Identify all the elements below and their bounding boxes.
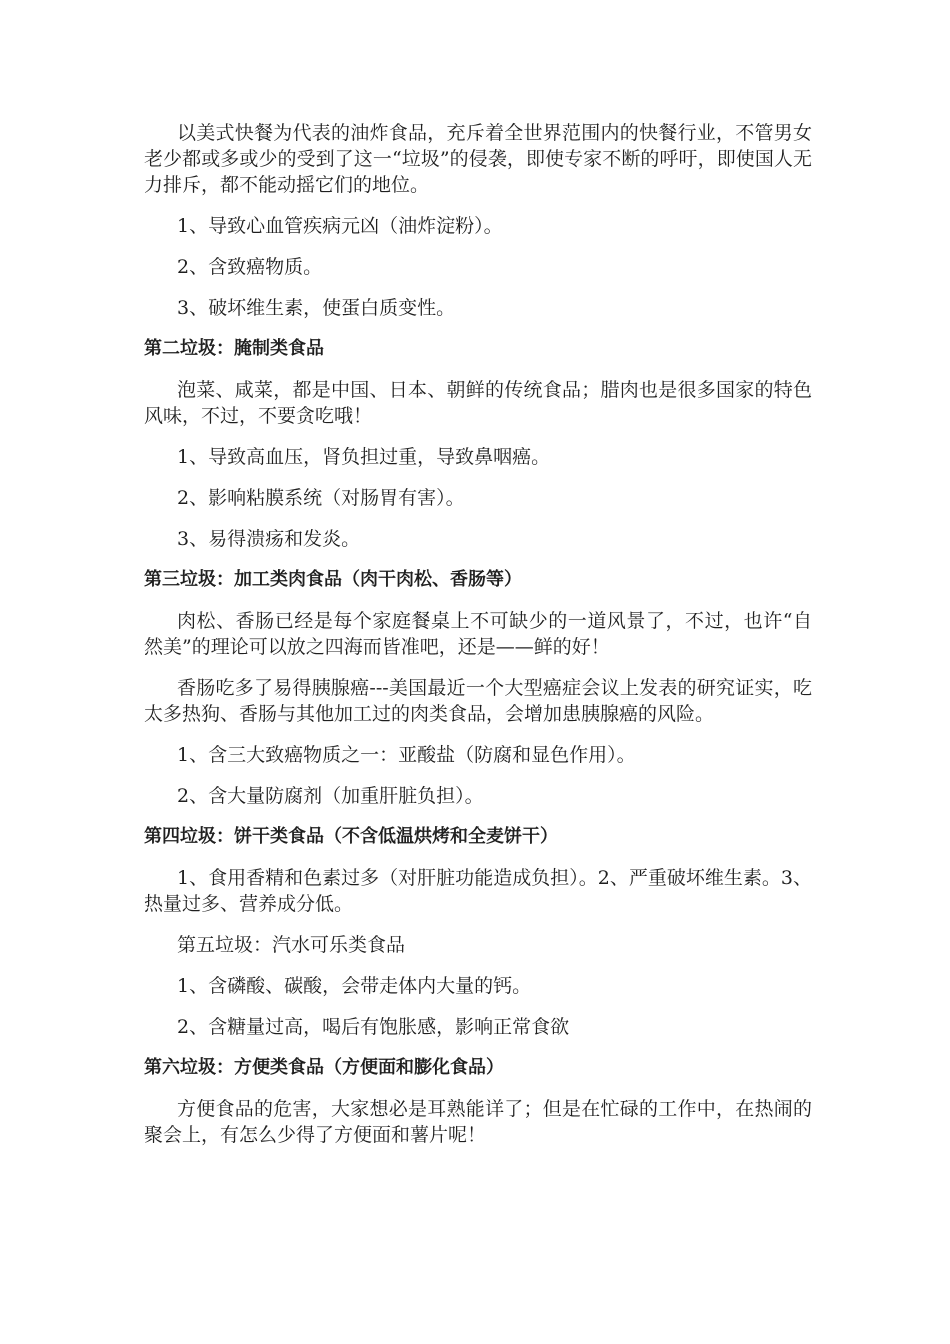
list-item: 2、含致癌物质。: [177, 256, 323, 278]
paragraph: 1、食用香精和色素过多（对肝脏功能造成负担）。2、严重破坏维生素。3、热量过多、营养成分低。: [144, 867, 812, 915]
list-item: 2、含大量防腐剂（加重肝脏负担）。: [177, 785, 484, 807]
list-item: 1、含三大致癌物质之一：亚酸盐（防腐和显色作用）。: [177, 744, 636, 766]
paragraph: 泡菜、咸菜，都是中国、日本、朝鲜的传统食品；腊肉也是很多国家的特色风味，不过，不要贪吃哦！: [144, 379, 812, 427]
section-heading: 第二垃圾：腌制类食品: [144, 338, 324, 359]
intro-paragraph: 以美式快餐为代表的油炸食品，充斥着全世界范围内的快餐行业，不管男女老少都或多或少的受到了这一“垃圾”的侵袭，即使专家不断的呼吁，即使国人无力排斥，都不能动摇它们的地位。: [144, 122, 812, 196]
list-item: 3、破坏维生素，使蛋白质变性。: [177, 297, 456, 319]
section-subheading: 第五垃圾：汽水可乐类食品: [177, 934, 406, 956]
paragraph: 肉松、香肠已经是每个家庭餐桌上不可缺少的一道风景了，不过，也许“自然美”的理论可以放之四海而皆准吧，还是——鲜的好！: [144, 610, 812, 658]
list-item: 3、易得溃疡和发炎。: [177, 528, 361, 550]
list-item: 2、影响粘膜系统（对肠胃有害）。: [177, 487, 465, 509]
document-body: [144, 120, 812, 1163]
section-heading: 第六垃圾：方便类食品（方便面和膨化食品）: [144, 1057, 504, 1078]
paragraph: 香肠吃多了易得胰腺癌---美国最近一个大型癌症会议上发表的研究证实，吃太多热狗、香肠与其他加工过的肉类食品，会增加患胰腺癌的风险。: [144, 677, 812, 725]
list-item: 1、导致高血压，肾负担过重，导致鼻咽癌。: [177, 446, 551, 468]
section-heading: 第三垃圾：加工类肉食品（肉干肉松、香肠等）: [144, 569, 522, 590]
list-item: 1、含磷酸、碳酸，会带走体内大量的钙。: [177, 975, 532, 997]
list-item: 1、导致心血管疾病元凶（油炸淀粉）。: [177, 215, 503, 237]
list-item: 2、含糖量过高，喝后有饱胀感，影响正常食欲: [177, 1016, 570, 1038]
paragraph: 方便食品的危害，大家想必是耳熟能详了；但是在忙碌的工作中，在热闹的聚会上，有怎么少得了方便面和薯片呢！: [144, 1098, 812, 1146]
section-heading: 第四垃圾：饼干类食品（不含低温烘烤和全麦饼干）: [144, 826, 558, 847]
